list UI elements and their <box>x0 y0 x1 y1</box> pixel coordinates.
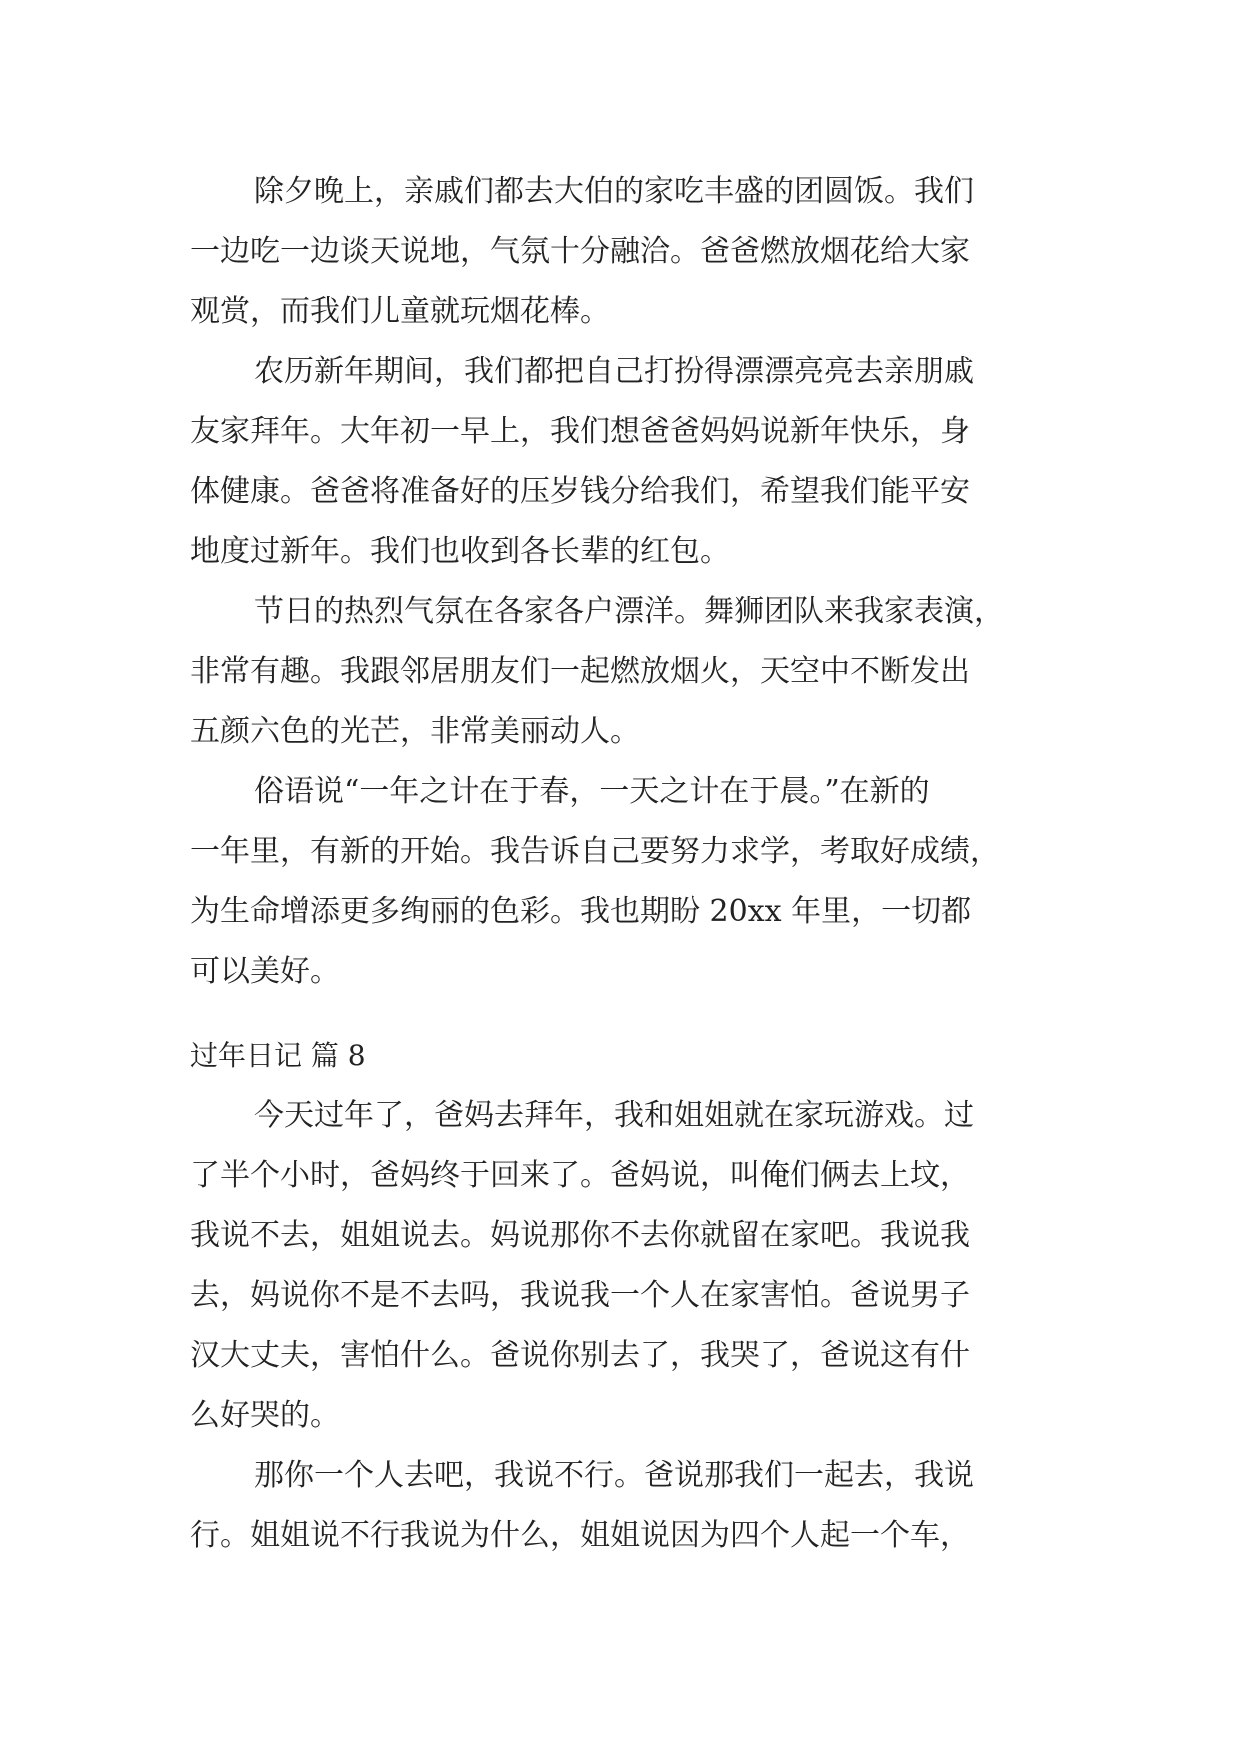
paragraph-line: 非常有趣。我跟邻居朋友们一起燃放烟火，天空中不断发出 <box>190 654 970 689</box>
paragraph-line: 体健康。爸爸将准备好的压岁钱分给我们，希望我们能平安 <box>190 474 970 509</box>
paragraph-line: 节日的热烈气氛在各家各户漂洋。舞狮团队来我家表演， <box>254 594 1004 629</box>
section-heading: 过年日记 篇 8 <box>190 1039 366 1072</box>
paragraph-line: 为生命增添更多绚丽的色彩。我也期盼 20xx 年里，一切都 <box>190 894 972 929</box>
paragraph-line: 么好哭的。 <box>190 1398 340 1433</box>
paragraph-line: 友家拜年。大年初一早上，我们想爸爸妈妈说新年快乐，身 <box>190 414 970 449</box>
paragraph-line: 地度过新年。我们也收到各长辈的红包。 <box>190 534 730 569</box>
paragraph-line: 今天过年了，爸妈去拜年，我和姐姐就在家玩游戏。过 <box>254 1098 974 1133</box>
paragraph-line: 观赏，而我们儿童就玩烟花棒。 <box>190 294 610 329</box>
paragraph-line: 五颜六色的光芒，非常美丽动人。 <box>190 714 640 749</box>
paragraph-line: 农历新年期间，我们都把自己打扮得漂漂亮亮去亲朋戚 <box>254 354 974 389</box>
paragraph-line: 一年里，有新的开始。我告诉自己要努力求学，考取好成绩， <box>190 834 1000 869</box>
paragraph-line: 那你一个人去吧，我说不行。爸说那我们一起去，我说 <box>254 1458 974 1493</box>
paragraph-line: 我说不去，姐姐说去。妈说那你不去你就留在家吧。我说我 <box>190 1218 970 1253</box>
paragraph-line: 一边吃一边谈天说地，气氛十分融洽。爸爸燃放烟花给大家 <box>190 234 970 269</box>
paragraph-line: 了半个小时，爸妈终于回来了。爸妈说，叫俺们俩去上坟， <box>190 1158 970 1193</box>
paragraph-line: 除夕晚上，亲戚们都去大伯的家吃丰盛的团圆饭。我们 <box>254 174 974 209</box>
paragraph-line: 汉大丈夫，害怕什么。爸说你别去了，我哭了，爸说这有什 <box>190 1338 970 1373</box>
paragraph-line: 行。姐姐说不行我说为什么，姐姐说因为四个人起一个车， <box>190 1518 970 1553</box>
paragraph-line: 俗语说“一年之计在于春，一天之计在于晨。”在新的 <box>254 774 930 809</box>
paragraph-line: 去，妈说你不是不去吗，我说我一个人在家害怕。爸说男子 <box>190 1278 970 1313</box>
paragraph-line: 可以美好。 <box>190 954 340 989</box>
